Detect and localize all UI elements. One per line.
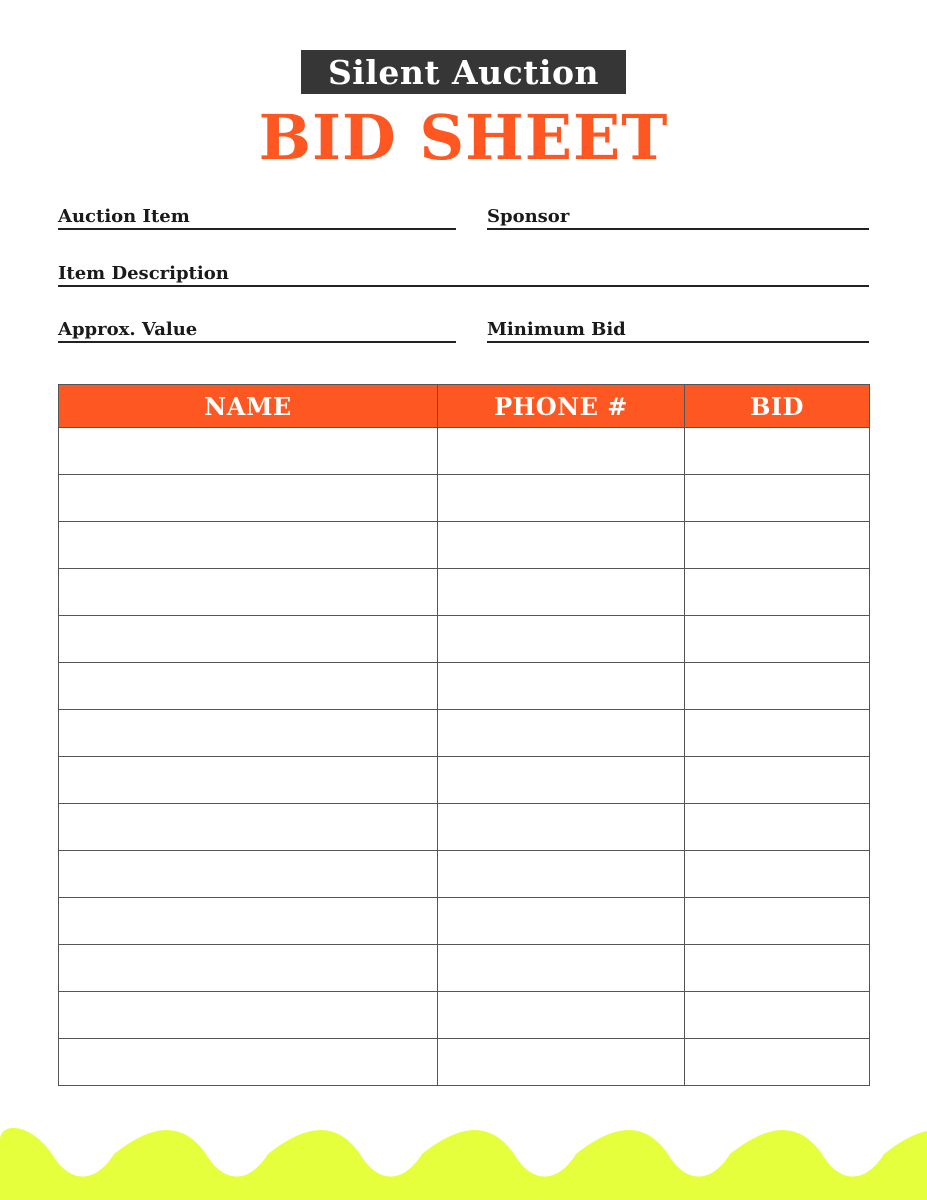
phone-cell[interactable] <box>438 522 685 569</box>
name-cell[interactable] <box>59 428 438 475</box>
sponsor-field[interactable] <box>487 200 869 230</box>
bid-cell[interactable] <box>685 757 870 804</box>
phone-cell[interactable] <box>438 945 685 992</box>
decorative-wave <box>0 1128 927 1200</box>
approx-value-label: Approx. Value <box>58 319 198 340</box>
phone-cell[interactable] <box>438 898 685 945</box>
table-row <box>59 945 870 992</box>
name-cell[interactable] <box>59 757 438 804</box>
table-row <box>59 710 870 757</box>
table-row <box>59 428 870 475</box>
bid-cell[interactable] <box>685 851 870 898</box>
bid-cell[interactable] <box>685 616 870 663</box>
column-header-name: NAME <box>59 385 438 428</box>
phone-cell[interactable] <box>438 616 685 663</box>
subtitle-badge <box>301 50 626 94</box>
name-cell[interactable] <box>59 663 438 710</box>
auction-item-field[interactable] <box>58 200 456 230</box>
column-header-bid: BID <box>685 385 870 428</box>
approx-value-field[interactable] <box>58 313 456 343</box>
bid-cell[interactable] <box>685 1039 870 1086</box>
bid-cell[interactable] <box>685 428 870 475</box>
phone-cell[interactable] <box>438 1039 685 1086</box>
column-header-phone: PHONE # <box>438 385 685 428</box>
page-title: BID SHEET <box>258 101 669 174</box>
bid-cell[interactable] <box>685 945 870 992</box>
table-row <box>59 663 870 710</box>
name-cell[interactable] <box>59 710 438 757</box>
phone-cell[interactable] <box>438 992 685 1039</box>
bid-cell[interactable] <box>685 804 870 851</box>
table-row <box>59 616 870 663</box>
name-cell[interactable] <box>59 992 438 1039</box>
name-cell[interactable] <box>59 616 438 663</box>
table-row <box>59 898 870 945</box>
bid-cell[interactable] <box>685 992 870 1039</box>
table-row <box>59 1039 870 1086</box>
table-row <box>59 804 870 851</box>
name-cell[interactable] <box>59 1039 438 1086</box>
table-row <box>59 522 870 569</box>
name-cell[interactable] <box>59 522 438 569</box>
minimum-bid-field[interactable] <box>487 313 869 343</box>
auction-item-label: Auction Item <box>58 206 190 227</box>
name-cell[interactable] <box>59 475 438 522</box>
subtitle-text: Silent Auction <box>327 52 600 92</box>
name-cell[interactable] <box>59 898 438 945</box>
bid-rows <box>59 428 870 1086</box>
bid-cell[interactable] <box>685 475 870 522</box>
table-row <box>59 757 870 804</box>
table-header-row <box>59 385 870 428</box>
bid-cell[interactable] <box>685 569 870 616</box>
bid-cell[interactable] <box>685 663 870 710</box>
item-description-field[interactable] <box>58 257 869 287</box>
phone-cell[interactable] <box>438 475 685 522</box>
name-cell[interactable] <box>59 851 438 898</box>
item-description-label: Item Description <box>58 263 229 284</box>
bid-cell[interactable] <box>685 710 870 757</box>
phone-cell[interactable] <box>438 757 685 804</box>
name-cell[interactable] <box>59 569 438 616</box>
phone-cell[interactable] <box>438 428 685 475</box>
bid-cell[interactable] <box>685 898 870 945</box>
name-cell[interactable] <box>59 945 438 992</box>
phone-cell[interactable] <box>438 710 685 757</box>
table-row <box>59 475 870 522</box>
bid-cell[interactable] <box>685 522 870 569</box>
phone-cell[interactable] <box>438 851 685 898</box>
table-row <box>59 851 870 898</box>
table-row <box>59 569 870 616</box>
table-row <box>59 992 870 1039</box>
sponsor-label: Sponsor <box>487 206 570 227</box>
phone-cell[interactable] <box>438 804 685 851</box>
phone-cell[interactable] <box>438 663 685 710</box>
minimum-bid-label: Minimum Bid <box>487 319 626 340</box>
name-cell[interactable] <box>59 804 438 851</box>
bid-table <box>58 384 870 1086</box>
phone-cell[interactable] <box>438 569 685 616</box>
